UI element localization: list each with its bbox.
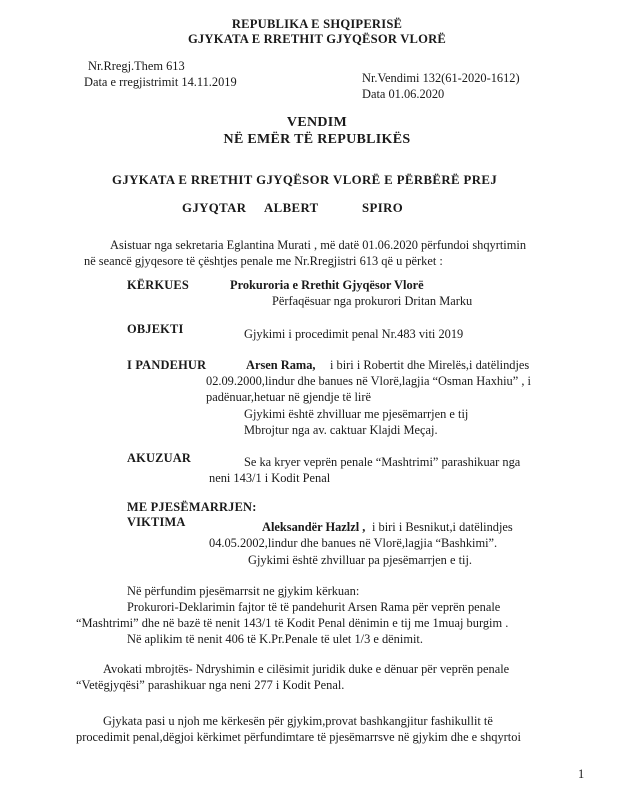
pandehur-line-3: padënuar,hetuar në gjendje të lirë — [206, 390, 371, 404]
header-country: REPUBLIKA E SHQIPERISË — [231, 17, 403, 31]
kerkues-representative: Përfaqësuar nga prokurori Dritan Marku — [272, 294, 473, 308]
pandehur-line-2: 02.09.2000,lindur dhe banues në Vlorë,lagjia “Osman Haxhiu” , i — [206, 374, 531, 388]
decision-number: Nr.Vendimi 132(61-2020-1612) — [362, 71, 520, 85]
label-pjesemarrjen: ME PJESËMARRJEN: — [127, 500, 257, 514]
viktima-line-2: 04.05.2002,lindur dhe banues në Vlorë,lagjia “Bashkimi”. — [209, 536, 498, 550]
court-composition: GJYKATA E RRETHIT GJYQËSOR VLORË E PËRBËRË PREJ — [112, 173, 498, 187]
conclusions-defense-1: Avokati mbrojtës- Ndryshimin e cilësimit juridik duke e dënuar për veprën penale — [103, 662, 510, 676]
pandehur-line-4: Gjykimi është zhvilluar me pjesëmarrjen e tij — [244, 407, 469, 421]
judge-last-name: SPIRO — [362, 201, 404, 215]
decision-date: Data 01.06.2020 — [362, 87, 445, 101]
label-pandehur: I PANDEHUR — [127, 358, 207, 372]
header-court: GJYKATA E RRETHIT GJYQËSOR VLORË — [187, 32, 447, 46]
judge-role: GJYQTAR — [182, 201, 247, 215]
judge-first-name: ALBERT — [264, 201, 319, 215]
viktima-line-1: i biri i Besnikut,i datëlindjes — [372, 520, 513, 534]
court-reasoning-2: procedimit penal,dëgjoi kërkimet përfundimtare të pjesëmarrsve në gjykim dhe e shqyrtoi — [76, 730, 521, 744]
court-reasoning-1: Gjykata pasi u njoh me kërkesën për gjykim,provat bashkangjitur fashikullit të — [103, 714, 493, 728]
title-republic: NË EMËR TË REPUBLIKËS — [223, 132, 411, 147]
label-objekti: OBJEKTI — [127, 322, 184, 336]
label-viktima: VIKTIMA — [127, 515, 186, 529]
registry-date: Data e rregjistrimit 14.11.2019 — [84, 75, 237, 89]
label-akuzuar: AKUZUAR — [127, 451, 192, 465]
label-kerkues: KËRKUES — [127, 278, 189, 292]
page-number: 1 — [578, 767, 585, 781]
conclusions-prosecutor-1: Prokurori-Deklarimin fajtor të të pandehurit Arsen Rama për veprën penale — [127, 600, 501, 614]
viktima-line-3: Gjykimi është zhvilluar pa pjesëmarrjen e tij. — [248, 553, 472, 567]
akuzuar-line-2: neni 143/1 i Kodit Penal — [209, 471, 331, 485]
pandehur-line-1: i biri i Robertit dhe Mirelës,i datëlindjes — [330, 358, 530, 372]
conclusions-intro: Në përfundim pjesëmarrsit ne gjykim kërkuan: — [127, 584, 360, 598]
intro-line-2: në seancë gjyqesore të çështjes penale me Nr.Rregjistri 613 që u përket : — [84, 254, 443, 268]
pandehur-line-5: Mbrojtur nga av. caktuar Klajdi Meçaj. — [244, 423, 438, 437]
title-vendim: VENDIM — [286, 115, 348, 130]
registry-number: Nr.Rregj.Them 613 — [88, 59, 185, 73]
kerkues-name: Prokuroria e Rrethit Gjyqësor Vlorë — [230, 278, 424, 292]
pandehur-name: Arsen Rama, — [246, 358, 316, 372]
conclusions-prosecutor-2: “Mashtrimi” dhe në bazë të nenit 143/1 të Kodit Penal dënimin e tij me 1muaj burgim . — [76, 616, 509, 630]
conclusions-prosecutor-3: Në aplikim të nenit 406 të K.Pr.Penale të ulet 1/3 e dënimit. — [127, 632, 423, 646]
conclusions-defense-2: “Vetëgjyqësi” parashikuar nga neni 277 i Kodit Penal. — [76, 678, 345, 692]
intro-line-1: Asistuar nga sekretaria Eglantina Murati , më datë 01.06.2020 përfundoi shqyrtimin — [110, 238, 527, 252]
viktima-name: Aleksandër Hazlzl , — [262, 520, 366, 534]
akuzuar-line-1: Se ka kryer veprën penale “Mashtrimi” parashikuar nga — [244, 455, 521, 469]
objekti-text: Gjykimi i procedimit penal Nr.483 viti 2019 — [244, 327, 464, 341]
